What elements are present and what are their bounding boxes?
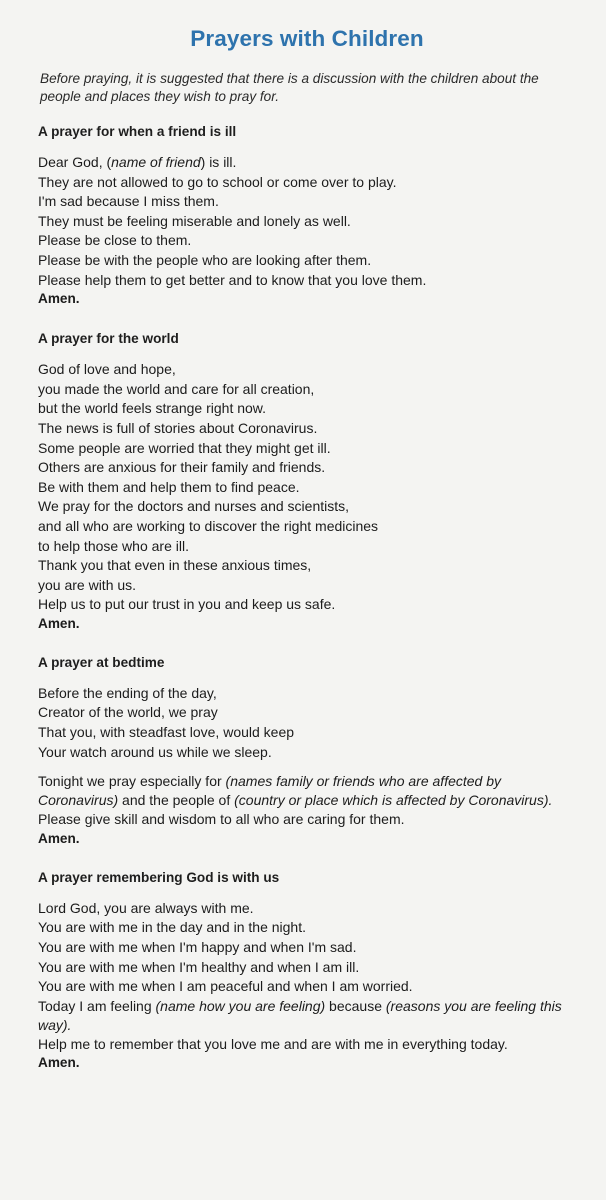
amen: Amen. — [38, 291, 80, 307]
prayer-line: you made the world and care for all creation, — [38, 380, 315, 397]
prayer-line: They are not allowed to go to school or come over to play. — [38, 173, 397, 190]
prayer-friend-ill — [38, 124, 576, 308]
amen: Amen. — [38, 1054, 80, 1070]
prayer-lines — [38, 684, 576, 762]
prayer-line: You are with me in the day and in the night. — [38, 919, 306, 936]
section-heading: A prayer remembering God is with us — [38, 869, 280, 885]
prayer-line: They must be feeling miserable and lonely as well. — [38, 212, 351, 229]
prayer-line: you are with us. — [38, 576, 137, 593]
section-heading: A prayer for the world — [38, 331, 179, 347]
prayer-line-text: Today I am feeling — [38, 997, 156, 1014]
prayer-line-text: and the people of — [118, 792, 235, 809]
section-heading: A prayer for when a friend is ill — [38, 124, 237, 139]
prayer-lines — [38, 360, 576, 615]
prayer-line: Lord God, you are always with me. — [38, 899, 254, 916]
intro-text: Before praying, it is suggested that there is a discussion with the children about the people and places they wish to pray for. — [40, 71, 539, 104]
prayer-lines — [38, 899, 576, 997]
prayer-line: Your watch around us while we sleep. — [38, 743, 272, 760]
section-heading: A prayer at bedtime — [38, 654, 165, 670]
prayer-placeholder: (names family or friends who are affected by Coronavirus) — [38, 773, 502, 809]
prayer-line: That you, with steadfast love, would keep — [38, 724, 295, 741]
prayer-line: Please be close to them. — [38, 232, 192, 249]
prayer-lines — [38, 810, 576, 830]
prayer-placeholder: name of friend — [111, 154, 201, 170]
prayer-line: Help us to put our trust in you and keep us safe. — [38, 596, 336, 613]
prayer-line: Some people are worried that they might get ill. — [38, 439, 331, 456]
prayer-line-text: because — [325, 997, 386, 1014]
prayer-paragraph — [38, 772, 576, 810]
prayer-placeholder: (country or place which is affected by Coronavirus). — [234, 792, 553, 809]
prayer-line: and all who are working to discover the right medicines — [38, 517, 379, 534]
prayer-line: Please help them to get better and to know that you love them. — [38, 271, 427, 288]
prayer-line: You are with me when I'm happy and when I'm sad. — [38, 939, 357, 956]
prayer-line: I'm sad because I miss them. — [38, 193, 219, 210]
amen: Amen. — [38, 830, 80, 846]
prayer-line: Please be with the people who are looking after them. — [38, 251, 372, 268]
prayer-line: Thank you that even in these anxious times, — [38, 557, 312, 574]
prayer-at-bedtime — [38, 655, 576, 848]
prayer-paragraph: Help me to remember that you love me and are with me in everything today. — [38, 1035, 508, 1052]
prayer-lines — [38, 153, 576, 290]
prayer-line: God of love and hope, — [38, 361, 176, 378]
prayer-line: Be with them and help them to find peace. — [38, 478, 300, 495]
prayer-line: You are with me when I'm healthy and when I am ill. — [38, 958, 360, 975]
prayer-placeholder: (name how you are feeling) — [155, 997, 326, 1014]
prayer-god-with-us — [38, 870, 576, 1072]
prayer-line: Before the ending of the day, — [38, 684, 217, 701]
prayer-line — [38, 153, 576, 173]
prayer-line: but the world feels strange right now. — [38, 400, 267, 417]
prayer-paragraph — [38, 997, 576, 1035]
amen: Amen. — [38, 615, 80, 631]
prayer-line-text: Tonight we pray especially for — [38, 773, 226, 790]
prayer-line-text: Dear God, ( — [38, 154, 112, 170]
page-title: Prayers with Children — [190, 26, 424, 51]
prayer-line: We pray for the doctors and nurses and scientists, — [38, 498, 350, 515]
prayer-line: You are with me when I am peaceful and when I am worried. — [38, 978, 413, 995]
prayer-placeholder: (reasons you are feeling this way). — [38, 997, 562, 1033]
prayer-line-text: ) is ill. — [200, 154, 237, 170]
prayer-line: Please give skill and wisdom to all who are caring for them. — [38, 811, 405, 828]
prayer-for-world — [38, 331, 576, 633]
prayer-line: The news is full of stories about Coronavirus. — [38, 419, 318, 436]
prayer-line: Others are anxious for their family and friends. — [38, 459, 326, 476]
prayer-line: to help those who are ill. — [38, 537, 189, 554]
prayer-line: Creator of the world, we pray — [38, 704, 218, 721]
